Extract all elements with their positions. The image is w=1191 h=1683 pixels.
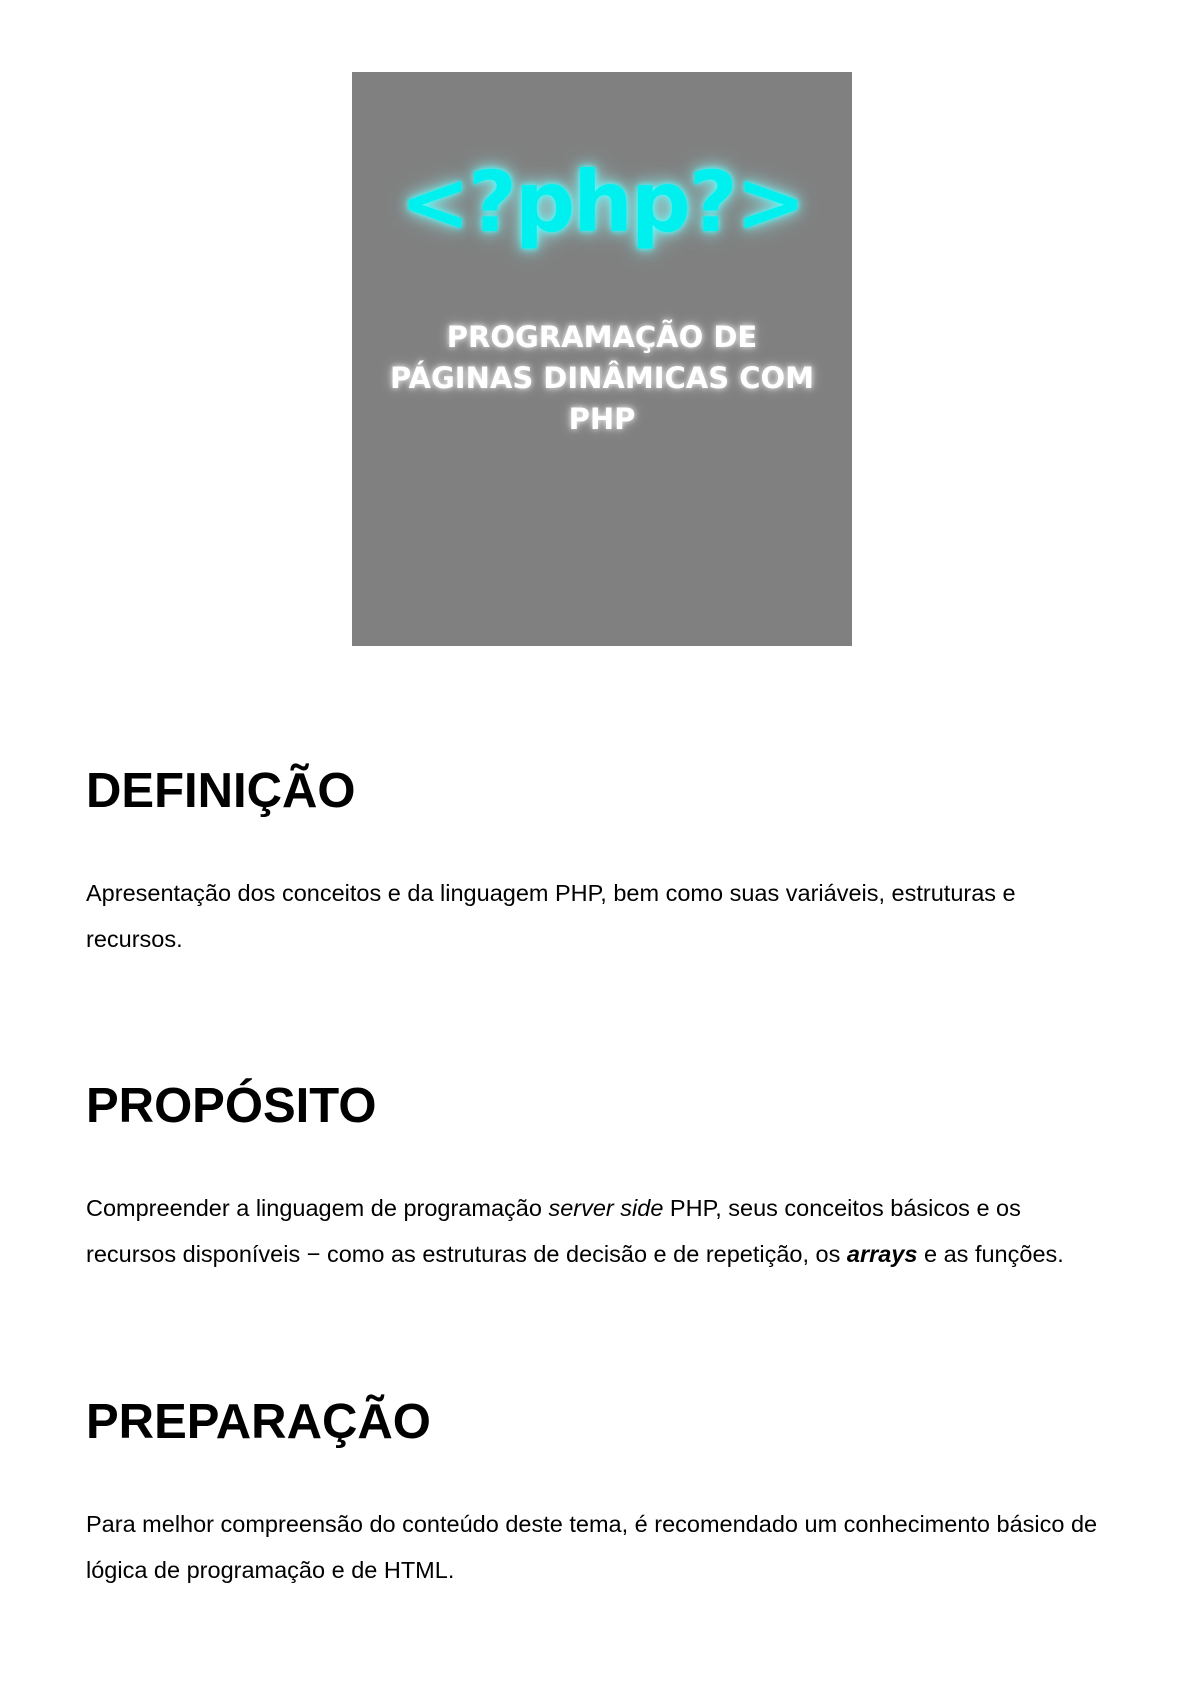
section-title-definicao: DEFINIÇÃO [86, 764, 356, 818]
cover-php-logo-text: <?php?> [399, 153, 805, 251]
proposito-text-emphasis-server-side: server side [548, 1195, 664, 1221]
proposito-text-part-3: e as funções. [917, 1241, 1064, 1267]
cover-title-line-1: PROGRAMAÇÃO DE [446, 320, 758, 354]
proposito-text-part-2: PHP, seus conceitos básicos e os recursos disponíveis − como as estruturas de decisão e de repetição, os [86, 1195, 1021, 1267]
cover-title-line-2: PÁGINAS DINÂMICAS COM PHP [389, 361, 815, 436]
section-text-proposito [86, 1185, 1116, 1277]
cover-image [352, 72, 852, 646]
section-title-proposito: PROPÓSITO [86, 1079, 377, 1133]
section-text-preparacao: Para melhor compreensão do conteúdo deste tema, é recomendado um conhecimento básico de lógica de programação e de HTML. [86, 1511, 1098, 1583]
proposito-text-emphasis-arrays: arrays [846, 1241, 918, 1267]
proposito-text-part-1: Compreender a linguagem de programação [86, 1195, 549, 1221]
section-text-definicao: Apresentação dos conceitos e da linguagem PHP, bem como suas variáveis, estruturas e recursos. [86, 880, 1016, 952]
cover-title [352, 317, 852, 440]
section-title-preparacao: PREPARAÇÃO [86, 1395, 431, 1449]
